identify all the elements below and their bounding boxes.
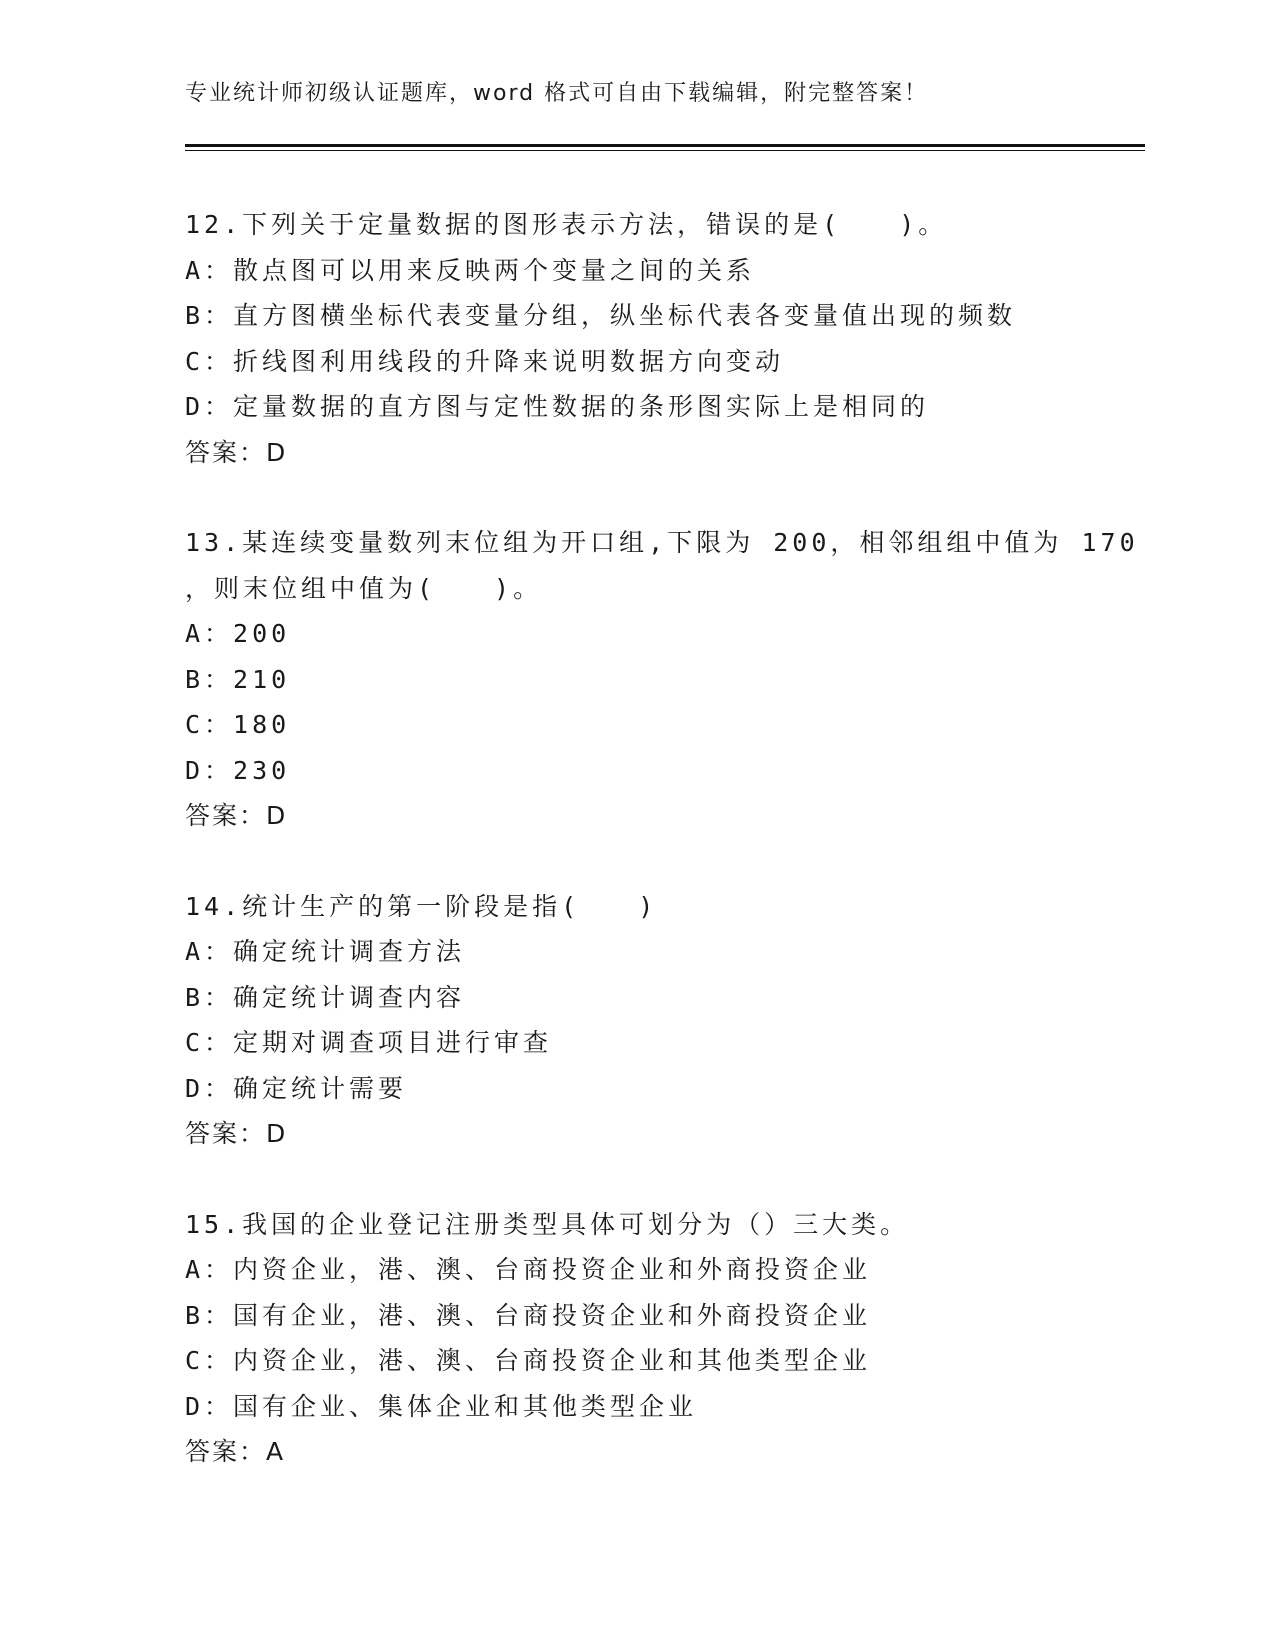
option-b: B：210 (185, 664, 291, 694)
option-c: C：内资企业，港、澳、台商投资企业和其他类型企业 (185, 1346, 872, 1375)
question-stem: 12.下列关于定量数据的图形表示方法，错误的是( )。 (185, 210, 948, 239)
question-13 (185, 520, 1145, 839)
option-b: B：直方图横坐标代表变量分组，纵坐标代表各变量值出现的频数 (185, 301, 1017, 330)
question-stem: 15.我国的企业登记注册类型具体可划分为（）三大类。 (185, 1209, 910, 1239)
option-c: C：定期对调查项目进行审查 (185, 1028, 553, 1057)
question-stem: 13.某连续变量数列末位组为开口组,下限为 200，相邻组组中值为 170 (185, 528, 1139, 557)
option-d: D：确定统计需要 (185, 1073, 408, 1103)
question-list (185, 202, 1145, 1520)
option-d: D：国有企业、集体企业和其他类型企业 (185, 1391, 698, 1421)
option-b: B：国有企业，港、澳、台商投资企业和外商投资企业 (185, 1300, 872, 1330)
answer-line: 答案：D (185, 1119, 288, 1148)
option-d: D：定量数据的直方图与定性数据的条形图实际上是相同的 (185, 392, 930, 421)
option-c: C：折线图利用线段的升降来说明数据方向变动 (185, 346, 785, 376)
answer-line: 答案：A (185, 1437, 286, 1466)
option-b: B：确定统计调查内容 (185, 982, 466, 1012)
option-a: A：散点图可以用来反映两个变量之间的关系 (185, 255, 756, 285)
header-divider-thin (185, 150, 1145, 151)
page-header: 专业统计师初级认证题库，word 格式可自由下载编辑，附完整答案！ (185, 81, 929, 106)
question-stem: 14.统计生产的第一阶段是指( ) (185, 891, 658, 921)
option-a: A：内资企业，港、澳、台商投资企业和外商投资企业 (185, 1255, 872, 1284)
option-a: A：确定统计调查方法 (185, 937, 466, 966)
header-divider (185, 144, 1145, 147)
answer-line: 答案：D (185, 437, 288, 467)
option-d: D：230 (185, 755, 291, 785)
option-a: A：200 (185, 619, 291, 648)
question-15 (185, 1202, 1145, 1475)
question-stem-continued: ，则末位组中值为( )。 (185, 573, 543, 603)
question-14 (185, 884, 1145, 1157)
option-c: C：180 (185, 710, 291, 739)
answer-line: 答案：D (185, 801, 288, 830)
question-12 (185, 202, 1145, 475)
